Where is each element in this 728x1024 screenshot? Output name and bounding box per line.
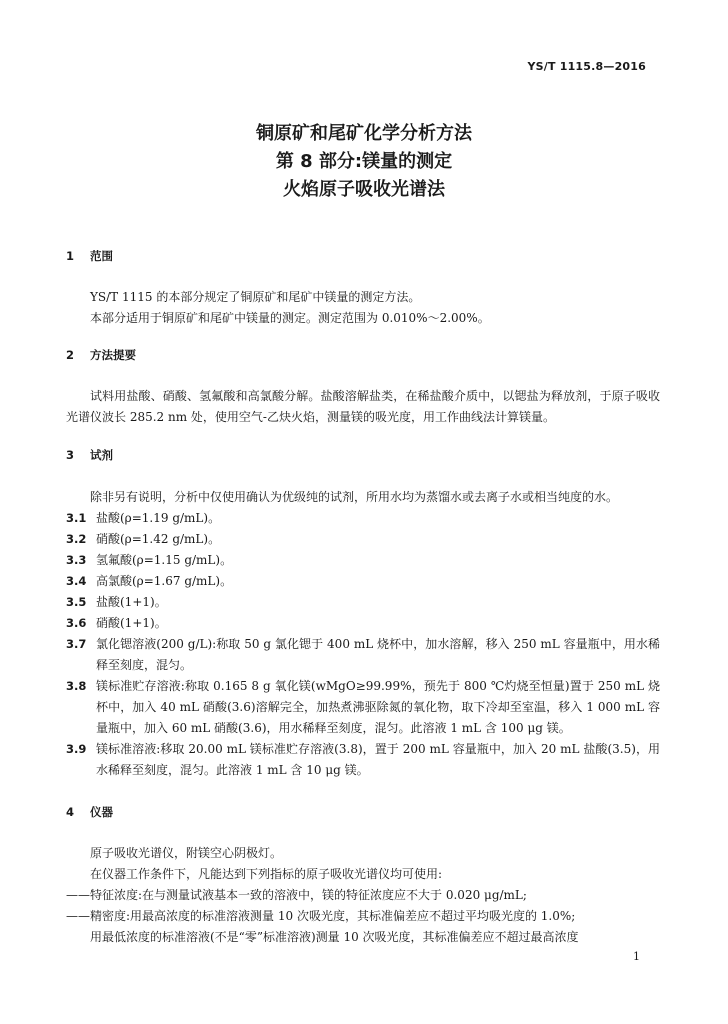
- item-number: 3.8: [66, 679, 87, 693]
- section-scope: [66, 246, 660, 267]
- section-reagents: [66, 445, 660, 466]
- section-instruments-body: [66, 843, 660, 948]
- list-item: [66, 676, 660, 739]
- list-item: [66, 634, 660, 676]
- section-method: [66, 345, 660, 366]
- paragraph: 原子吸收光谱仪，附镁空心阴极灯。: [90, 846, 283, 860]
- section-method-body: [66, 386, 660, 428]
- list-item: [66, 529, 660, 550]
- list-item: [66, 550, 660, 571]
- list-item: [66, 739, 660, 781]
- section-title: 方法提要: [90, 348, 136, 362]
- dash-list-item: ——特征浓度:在与测量试液基本一致的溶液中，镁的特征浓度应不大于 0.020 μg/mL;: [66, 888, 527, 902]
- list-item: [66, 592, 660, 613]
- section-title: 范围: [90, 249, 113, 263]
- section-heading: [66, 345, 660, 366]
- list-item: [66, 613, 660, 634]
- list-item: [66, 571, 660, 592]
- section-number: 1: [66, 249, 75, 263]
- document-title: [0, 120, 728, 204]
- item-text: 氯化锶溶液(200 g/L):称取 50 g 氯化锶于 400 mL 烧杯中，加水溶解，移入 250 mL 容量瓶中，用水稀释至刻度，混匀。: [96, 637, 660, 672]
- section-number: 3: [66, 448, 75, 462]
- title-line-3: 火焰原子吸收光谱法: [283, 179, 445, 200]
- item-text: 盐酸(ρ=1.19 g/mL)。: [96, 511, 221, 525]
- item-number: 3.9: [66, 742, 87, 756]
- section-heading: [66, 246, 660, 267]
- section-instruments: [66, 802, 660, 823]
- paragraph: 本部分适用于铜原矿和尾矿中镁量的测定。测定范围为 0.010%～2.00%。: [90, 311, 490, 325]
- section-scope-body: [66, 287, 660, 329]
- item-text: 高氯酸(ρ=1.67 g/mL)。: [96, 574, 233, 588]
- item-text: 镁标准贮存溶液:称取 0.165 8 g 氧化镁(wMgO≥99.99%，预先于 800 ℃灼烧至恒量)置于 250 mL 烧杯中，加入 40 mL 硝酸(3.6)溶解完全，加热煮沸驱除氮的氧化物，取下冷却至室温，移入 1 000 mL 容量瓶中，加入 60 mL 硝酸(3.6)，用水稀释至刻度，混匀。此溶液 1 mL 含 100 μg 镁。: [96, 679, 660, 735]
- title-line-1: 铜原矿和尾矿化学分析方法: [256, 123, 472, 144]
- paragraph: 在仪器工作条件下，凡能达到下列指标的原子吸收光谱仪均可使用:: [90, 867, 443, 881]
- paragraph: 除非另有说明，分析中仅使用确认为优级纯的试剂，所用水均为蒸馏水或去离子水或相当纯度的水。: [90, 490, 619, 504]
- section-number: 4: [66, 805, 75, 819]
- section-heading: [66, 802, 660, 823]
- item-number: 3.5: [66, 595, 87, 609]
- title-line-2: 第 8 部分:镁量的测定: [275, 151, 453, 172]
- section-number: 2: [66, 348, 75, 362]
- dash-list-item-continued: 用最低浓度的标准溶液(不是“零”标准溶液)测量 10 次吸光度，其标准偏差应不超过最高浓度: [90, 930, 579, 944]
- paragraph: 试料用盐酸、硝酸、氢氟酸和高氯酸分解。盐酸溶解盐类，在稀盐酸介质中，以锶盐为释放剂，于原子吸收光谱仪波长 285.2 nm 处，使用空气-乙炔火焰，测量镁的吸光度，用工作曲线法计算镁量。: [66, 389, 660, 424]
- item-number: 3.1: [66, 511, 87, 525]
- item-number: 3.2: [66, 532, 87, 546]
- item-text: 硝酸(ρ=1.42 g/mL)。: [96, 532, 221, 546]
- list-item: [66, 508, 660, 529]
- item-number: 3.6: [66, 616, 87, 630]
- section-heading: [66, 445, 660, 466]
- item-number: 3.7: [66, 637, 87, 651]
- item-text: 盐酸(1+1)。: [96, 595, 167, 609]
- section-title: 仪器: [90, 805, 113, 819]
- dash-list-item: ——精密度:用最高浓度的标准溶液测量 10 次吸光度，其标准偏差应不超过平均吸光度的 1.0%;: [66, 909, 576, 923]
- item-text: 镁标准溶液:移取 20.00 mL 镁标准贮存溶液(3.8)，置于 200 mL 容量瓶中，加入 20 mL 盐酸(3.5)，用水稀释至刻度，混匀。此溶液 1 mL 含 10 μg 镁。: [96, 742, 660, 777]
- item-number: 3.3: [66, 553, 87, 567]
- section-title: 试剂: [90, 448, 113, 462]
- section-reagents-body: [66, 487, 660, 781]
- paragraph: YS/T 1115 的本部分规定了铜原矿和尾矿中镁量的测定方法。: [90, 290, 421, 304]
- item-text: 硝酸(1+1)。: [96, 616, 167, 630]
- item-number: 3.4: [66, 574, 87, 588]
- standard-code: YS/T 1115.8—2016: [527, 60, 646, 73]
- page-number: 1: [633, 950, 640, 963]
- item-text: 氢氟酸(ρ=1.15 g/mL)。: [96, 553, 233, 567]
